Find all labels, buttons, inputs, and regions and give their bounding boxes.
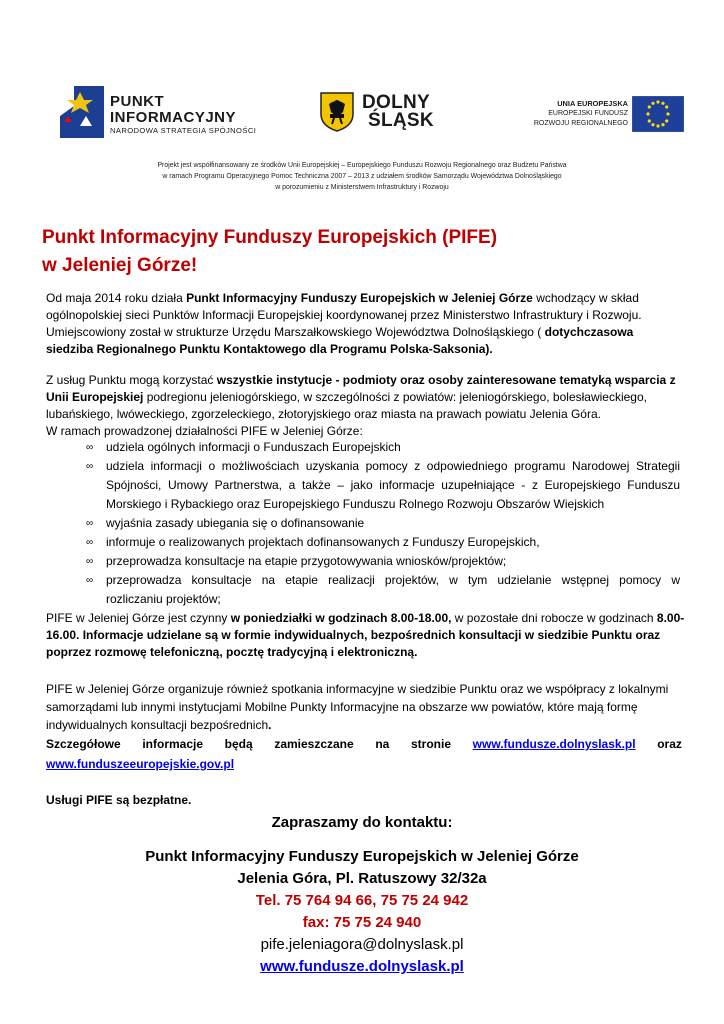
dolny-slask-shield-icon — [320, 92, 354, 132]
title-line-2: w Jeleniej Górze! — [42, 255, 198, 276]
eu-logo-line3: ROZWOJU REGIONALNEGO — [533, 120, 628, 127]
list-item-text: ∞ udziela ogólnych informacji o Funduszach Europejskich — [106, 440, 401, 454]
funduszeeuropejskie-link[interactable]: www.funduszeeuropejskie.gov.pl — [46, 757, 235, 771]
services-bold-eu: Unii Europejskiej — [46, 390, 144, 404]
list-item-text: ∞ informuje o realizowanych projektach dofinansowanych z Funduszy Europejskich, — [106, 535, 540, 549]
details-word: będą — [224, 737, 253, 751]
details-word: zamieszczane — [274, 737, 354, 751]
meetings-text: indywidualnych konsultacji bezpośrednich — [46, 718, 269, 732]
contact-email[interactable]: pife.jeleniagora@dolnyslask.pl — [260, 936, 464, 953]
contact-invite — [0, 812, 724, 834]
contact-address: Jelenia Góra, Pl. Ratuszowy 32/32a — [237, 870, 487, 887]
meetings-line-2: samorządami lub innymi instytucjami Mobilne Punkty Informacyjne na obszarze ww powiatów, które mają formę — [46, 700, 638, 714]
dolny-slask-line1: DOLNY — [362, 92, 430, 113]
list-item-text: rozliczaniu projektów; — [106, 592, 221, 606]
punkt-informacyjny-mark-icon — [60, 86, 104, 138]
contact-phone: Tel. 75 764 94 66, 75 75 24 942 — [255, 892, 469, 909]
list-item-text: Morskiego i Rybackiego oraz Europejskiego Funduszu Rolnego Rozwoju Obszarów Wiejskich — [106, 497, 605, 511]
services-bold: wszystkie instytucje - podmioty oraz osoby zainteresowane tematyką wsparcia z — [216, 373, 676, 387]
page-title — [42, 224, 497, 280]
eu-logo-line2: EUROPEJSKI FUNDUSZ — [548, 110, 628, 117]
details-word: informacje — [142, 737, 204, 751]
details-word: Szczegółowe — [46, 737, 121, 751]
funding-note — [100, 160, 624, 193]
list-item — [86, 438, 680, 457]
hours-text: w pozostałe dni robocze w godzinach — [451, 611, 657, 625]
services-paragraph — [46, 372, 682, 440]
dolny-slask-line2: ŚLĄSK — [368, 110, 434, 131]
hours-bold: w poniedziałki w godzinach 8.00-18.00, — [230, 611, 452, 625]
list-item-text: Spójności, Umowy Partnerstwa, a także – jako informacje uzupełniające - z Europejskiego Funduszu — [106, 478, 680, 492]
intro-paragraph — [46, 290, 682, 358]
list-item — [86, 457, 680, 514]
fundusze-dolnyslask-link[interactable]: www.fundusze.dolnyslask.pl — [472, 737, 636, 751]
contact-block — [0, 846, 724, 978]
eu-flag-icon — [632, 96, 684, 132]
details-word: na — [375, 737, 390, 751]
details-line — [46, 735, 682, 753]
title-line-1: Punkt Informacyjny Funduszy Europejskich (PIFE) — [42, 227, 498, 248]
list-item — [86, 552, 680, 571]
punkt-informacyjny-logo — [60, 86, 260, 138]
intro-bold-name: Punkt Informacyjny Funduszy Europejskich w Jeleniej Górze — [186, 291, 533, 305]
intro-text: Umiejscowiony został w strukturze Urzędu Marszałkowskiego Województwa Dolnośląskiego ( — [46, 325, 545, 339]
hours-line-3: poprzez rozmowę telefoniczną, pocztę tradycyjną i elektroniczną. — [46, 645, 418, 659]
funding-line-1: Projekt jest współfinansowany ze środków Unii Europejskiej – Europejskiego Funduszu Rozwoju Regionalnego oraz Budżetu Państwa — [157, 162, 567, 169]
punkt-logo-line3: NARODOWA STRATEGIA SPÓJNOŚCI — [110, 126, 257, 135]
services-text: podregionu jeleniogórskiego, w szczególności z powiatów: jeleniogórskiego, bolesławieckiego, — [143, 390, 647, 404]
contact-invite-text: Zapraszamy do kontaktu: — [271, 814, 453, 831]
contact-fax: fax: 75 75 24 940 — [302, 914, 422, 931]
punkt-logo-line2: INFORMACYJNY — [110, 109, 237, 126]
details-word: oraz — [657, 737, 682, 751]
funding-line-2: w ramach Programu Operacyjnego Pomoc Techniczna 2007 – 2013 z udziałem środków Samorządu Województwa Dolnośląskiego — [162, 173, 562, 180]
services-line-4: W ramach prowadzonej działalności PIFE w Jeleniej Górze: — [46, 424, 363, 438]
list-item — [86, 514, 680, 533]
contact-website-link[interactable]: www.fundusze.dolnyslask.pl — [260, 958, 464, 975]
intro-line-4: siedziba Regionalnego Punktu Kontaktowego dla Programu Polska-Saksonia). — [46, 342, 493, 356]
hours-paragraph — [46, 610, 685, 661]
activities-list — [86, 438, 680, 609]
intro-line-2: ogólnopolskiej sieci Punktów Informacji Europejskiej koordynowanej przez Ministerstwo Infrastruktury i Rozwoju. — [46, 308, 642, 322]
dolny-slask-logo — [320, 92, 450, 132]
meetings-paragraph — [46, 680, 682, 773]
list-item — [86, 533, 680, 552]
services-text: Z usług Punktu mogą korzystać — [46, 373, 217, 387]
funding-line-3: w porozumieniu z Ministerstwem Infrastruktury i Rozwoju — [275, 184, 449, 191]
contact-name: Punkt Informacyjny Funduszy Europejskich w Jeleniej Górze — [145, 848, 579, 865]
meetings-line-1: PIFE w Jeleniej Górze organizuje również spotkania informacyjne w siedzibie Punktu oraz we współpracy z lokalnymi — [46, 682, 669, 696]
hours-bold: 8.00- — [656, 611, 685, 625]
intro-text: wchodzący w skład — [532, 291, 639, 305]
hours-line-2: 16.00. Informacje udzielane są w formie indywidualnych, bezpośrednich konsultacji w siedzibie Punktu oraz — [46, 628, 661, 642]
free-services-note: Usługi PIFE są bezpłatne. — [46, 793, 192, 807]
list-item-text: ∞ udziela informacji o możliwościach uzyskania pomocy z odpowiedniego programu Narodowej Strategii — [106, 459, 680, 473]
list-item-text: ∞ przeprowadza konsultacje na etapie realizacji projektów, w tym udzielanie wstępnej pomocy w — [106, 573, 680, 587]
intro-bold: dotychczasowa — [544, 325, 634, 339]
list-item-text: ∞ przeprowadza konsultacje na etapie przygotowywania wniosków/projektów; — [106, 554, 507, 568]
list-item — [86, 571, 680, 609]
punkt-logo-line1: PUNKT — [110, 93, 165, 110]
details-word: stronie — [411, 737, 452, 751]
services-line-3: lubańskiego, lwóweckiego, zgorzeleckiego, złotoryjskiego oraz miasta na prawach powiatu Jelenia Góra. — [46, 407, 601, 421]
hours-text: PIFE w Jeleniej Górze jest czynny — [46, 611, 231, 625]
eu-logo — [528, 96, 684, 132]
meetings-dot: . — [268, 718, 272, 732]
list-item-text: ∞ wyjaśnia zasady ubiegania się o dofinansowanie — [106, 516, 365, 530]
eu-logo-line1: UNIA EUROPEJSKA — [557, 99, 628, 108]
intro-text: Od maja 2014 roku działa — [46, 291, 187, 305]
